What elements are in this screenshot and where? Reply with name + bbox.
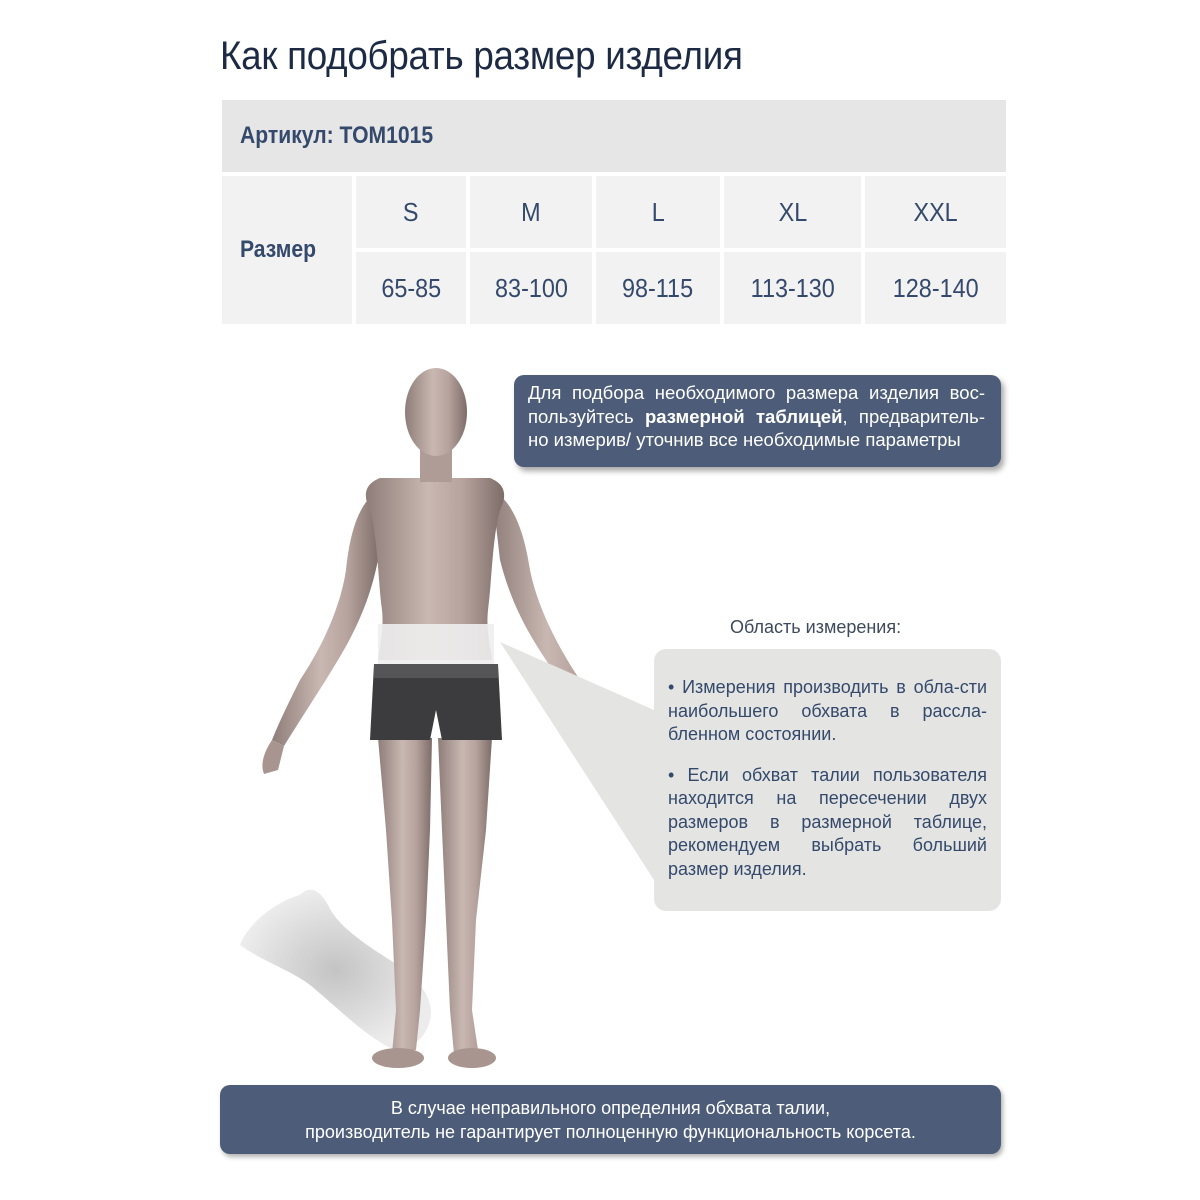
- shorts-waistband: [374, 664, 498, 678]
- range-cell-xxl: 128-140: [865, 252, 1006, 324]
- human-figure-illustration: [220, 360, 660, 1090]
- figure-right-leg: [438, 738, 492, 1054]
- measurement-note-2: • Если обхват талии пользователя находится на пересечении двух размеров в размерной таблице, рекомендуем выбрать больший размер изделия.: [668, 764, 987, 879]
- figure-right-foot: [448, 1048, 496, 1068]
- range-cell-l: 98-115: [596, 252, 720, 324]
- callout-wedge: [500, 642, 654, 880]
- info-text-start: Для подбора необходимого размера изделия вос-пользуйтесь: [528, 382, 985, 427]
- size-cell-xl: XL: [724, 176, 861, 248]
- info-box: [514, 375, 1001, 467]
- warning-line-2: производитель не гарантирует полноценную функциональность корсета.: [305, 1121, 916, 1142]
- figure-left-hand: [262, 740, 284, 774]
- measurement-note-1: • Измерения производить в обла-сти наибольшего обхвата в рассла-бленном состоянии.: [668, 677, 987, 744]
- article-row: [222, 100, 1006, 172]
- range-cell-s: 65-85: [356, 252, 466, 324]
- article-label: Артикул: TOM1015: [240, 122, 434, 149]
- size-cell-m: M: [470, 176, 592, 248]
- warning-line-1: В случае неправильного определния обхвата талии,: [390, 1097, 831, 1118]
- info-text-bold: размерной таблицей: [644, 405, 843, 427]
- range-cell-m: 83-100: [470, 252, 592, 324]
- range-cell-xl: 113-130: [724, 252, 861, 324]
- size-row-label: Размер: [222, 176, 352, 324]
- figure-head: [405, 368, 467, 456]
- figure-left-foot: [372, 1048, 424, 1068]
- figure-left-arm: [272, 490, 380, 746]
- page-title: Как подобрать размер изделия: [220, 34, 743, 78]
- measurement-notes-box: [654, 649, 1001, 911]
- measurement-area-title: Область измерения:: [730, 617, 902, 637]
- info-text-end: , предваритель-но измерив/ уточнив все необходимые параметры: [528, 405, 985, 450]
- warning-note: [220, 1085, 1001, 1154]
- size-cell-s: S: [356, 176, 466, 248]
- measurement-band: [378, 624, 494, 664]
- size-cell-l: L: [596, 176, 720, 248]
- size-cell-xxl: XXL: [865, 176, 1006, 248]
